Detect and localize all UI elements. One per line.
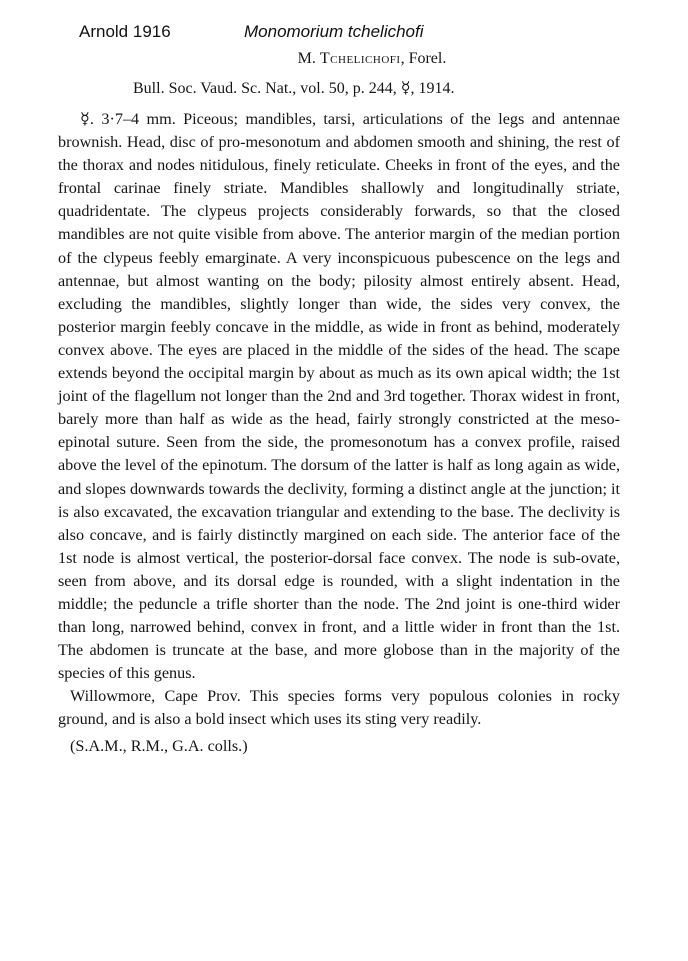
heading-authority: , Forel.	[400, 50, 447, 67]
body-text	[58, 108, 620, 758]
collections-paragraph: (S.A.M., R.M., G.A. colls.)	[70, 736, 248, 755]
heading-abbrev: M.	[297, 50, 320, 67]
bibliographic-citation: Bull. Soc. Vaud. Sc. Nat., vol. 50, p. 244, ☿, 1914.	[133, 80, 455, 97]
description-paragraph: ☿. 3·7–4 mm. Piceous; mandibles, tarsi, articulations of the legs and antennae brownish. Head, disc of pro-mesonotum and abdomen smooth and shining, the rest of the thorax and nodes nitidulous, finely reticulate. Cheeks in front of the eyes, and the frontal carinae finely striate. Mandibles shallowly and longitudinally striate, quadridentate. The clypeus projects considerably forwards, so that the closed mandibles are not quite visible from above. The anterior margin of the median portion of the clypeus feebly emarginate. A very inconspicuous pubescence on the legs and antennae, but almost wanting on the body; pilosity almost entirely absent. Head, excluding the mandibles, slightly longer than wide, the sides very convex, the posterior margin feebly concave in the middle, as wide in front as behind, moderately convex above. The eyes are placed in the middle of the sides of the head. The scape extends beyond the occipital margin by about as much as its own apical width; the 1st joint of the flagellum not longer than the 2nd and 3rd together. Thorax widest in front, barely more than half as wide as the head, fairly strongly constricted at the meso-epinotal suture. Seen from the side, the promesonotum has a convex profile, raised above the level of the epinotum. The dorsum of the latter is half as long again as wide, and slopes downwards towards the declivity, forming a distinct angle at the junction; it is also excavated, the excavation triangular and extending to the base. The declivity is also concave, and is fairly distinctly margined on each side. The anterior face of the 1st node is almost vertical, the posterior-dorsal face convex. The node is sub-ovate, seen from above, and its dorsal edge is rounded, with a slight indentation in the middle; the peduncle a trifle shorter than the node. The 2nd joint is one-third wider than long, narrowed behind, convex in front, and a little wider in front than the 1st. The abdomen is truncate at the base, and more globose than in the majority of the species of this genus.	[58, 110, 620, 683]
species-heading	[0, 50, 688, 68]
locality-paragraph: Willowmore, Cape Prov. This species forms very populous colonies in rocky ground, and is also a bold insect which uses its sting very readily.	[58, 687, 620, 729]
heading-species-name: Tchelichofi	[319, 50, 401, 67]
header-species-name: Monomorium tchelichofi	[244, 22, 424, 41]
header-author-year: Arnold 1916	[79, 22, 171, 41]
